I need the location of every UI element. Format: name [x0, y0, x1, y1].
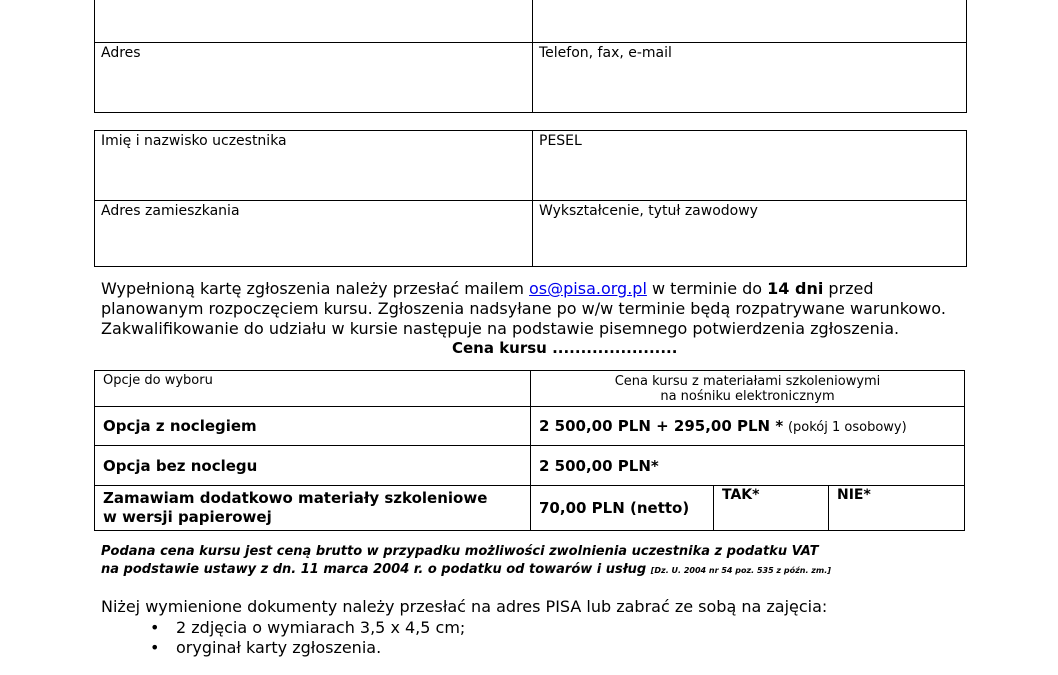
- participant-name-label: Imię i nazwisko uczestnika: [101, 133, 287, 149]
- pesel-cell[interactable]: [533, 131, 967, 201]
- vat-note-line-2-text: na podstawie ustawy z dn. 11 marca 2004 r. o podatku od towarów i usług: [101, 562, 647, 577]
- instructions-text: Wypełnioną kartę zgłoszenia należy przesłać mailem: [101, 279, 530, 298]
- vat-citation: [Dz. U. 2004 nr 54 poz. 535 z późn. zm.]: [650, 566, 831, 575]
- education-label: Wykształcenie, tytuł zawodowy: [539, 203, 758, 219]
- list-item: [150, 638, 465, 658]
- contact-cell[interactable]: [533, 43, 967, 113]
- education-cell[interactable]: [533, 201, 967, 267]
- options-header-label: Opcje do wyboru: [103, 373, 213, 388]
- bullet-icon: •: [150, 638, 160, 657]
- instructions-text: przed: [823, 279, 874, 298]
- email-link[interactable]: os@pisa.org.pl: [529, 279, 647, 298]
- deadline-text: 14 dni: [767, 279, 824, 298]
- paper-materials-option: [95, 486, 531, 531]
- organization-table: [94, 0, 967, 113]
- documents-intro: Niżej wymienione dokumenty należy przesłać na adres PISA lub zabrać ze sobą na zajęcia:: [101, 597, 828, 616]
- instructions-line-2: planowanym rozpoczęciem kursu. Zgłoszenia nadsyłane po w/w terminie będą rozpatrywane warunkowo.: [101, 299, 946, 318]
- bullet-icon: •: [150, 618, 160, 637]
- participant-name-cell[interactable]: [95, 131, 533, 201]
- option1-price-value: 2 500,00 PLN + 295,00 PLN *: [539, 417, 784, 435]
- option-with-accommodation-price: [531, 407, 965, 446]
- instructions-line-1: [101, 279, 874, 299]
- option-without-accommodation[interactable]: Opcja bez noclegu: [95, 446, 531, 486]
- list-item: [150, 618, 465, 638]
- paper-materials-line-1: Zamawiam dodatkowo materiały szkoleniowe: [103, 489, 488, 507]
- option-with-accommodation[interactable]: Opcja z noclegiem: [95, 407, 531, 446]
- options-header: [95, 371, 531, 407]
- no-checkbox-cell[interactable]: NIE*: [829, 486, 965, 531]
- organization-name-cell[interactable]: [95, 0, 533, 43]
- price-header-line-2: na nośniku elektronicznym: [660, 389, 835, 404]
- vat-note-line-1: Podana cena kursu jest ceną brutto w przypadku możliwości zwolnienia uczestnika z podatku VAT: [101, 544, 819, 559]
- home-address-cell[interactable]: [95, 201, 533, 267]
- address-label: Adres: [101, 45, 141, 61]
- option-without-accommodation-price: 2 500,00 PLN*: [531, 446, 965, 486]
- vat-note-line-2: [101, 562, 831, 577]
- home-address-label: Adres zamieszkania: [101, 203, 240, 219]
- price-heading: Cena kursu ......................: [452, 339, 678, 357]
- organization-extra-cell[interactable]: [533, 0, 967, 43]
- list-item-text: oryginał karty zgłoszenia.: [176, 638, 382, 657]
- yes-checkbox-cell[interactable]: TAK*: [714, 486, 829, 531]
- price-header-line-1: Cena kursu z materiałami szkoleniowymi: [614, 374, 881, 389]
- price-header: [531, 371, 965, 407]
- instructions-line-3: Zakwalifikowanie do udziału w kursie następuje na podstawie pisemnego potwierdzenia zgłoszenia.: [101, 319, 900, 338]
- option1-price-note: (pokój 1 osobowy): [787, 420, 907, 435]
- address-cell[interactable]: [95, 43, 533, 113]
- price-table: [94, 370, 965, 531]
- pesel-label: PESEL: [539, 133, 582, 149]
- paper-materials-line-2: w wersji papierowej: [103, 508, 272, 526]
- instructions-text: w terminie do: [646, 279, 768, 298]
- documents-list: [150, 618, 465, 658]
- participant-table: [94, 130, 967, 267]
- contact-label: Telefon, fax, e-mail: [539, 45, 672, 61]
- paper-materials-price: 70,00 PLN (netto): [531, 486, 714, 531]
- list-item-text: 2 zdjęcia o wymiarach 3,5 x 4,5 cm;: [176, 618, 466, 637]
